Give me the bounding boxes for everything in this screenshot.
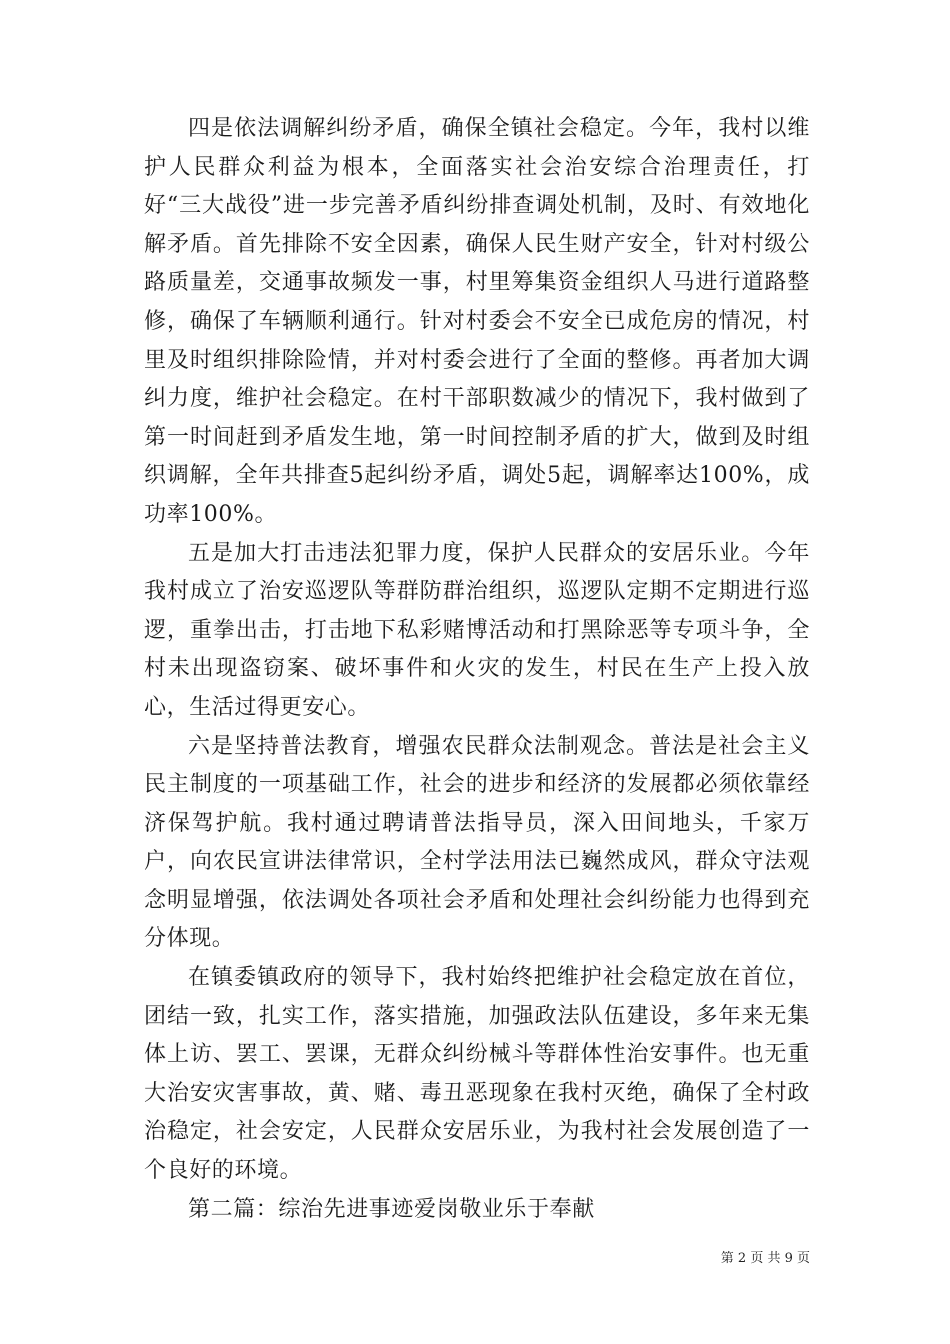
document-body bbox=[144, 110, 810, 1229]
paragraph-dispute-mediation: 四是依法调解纠纷矛盾，确保全镇社会稳定。今年，我村以维护人民群众利益为根本，全面落实社会治安综合治理责任，打好“三大战役”进一步完善矛盾纠纷排查调处机制，及时、有效地化解矛盾。首先排除不安全因素，确保人民生财产安全，针对村级公路质量差，交通事故频发一事，村里筹集资金组织人马进行道路整修，确保了车辆顺利通行。针对村委会不安全已成危房的情况，村里及时组织排除险情，并对村委会进行了全面的整修。再者加大调纠力度，维护社会稳定。在村干部职数减少的情况下，我村做到了第一时间赶到矛盾发生地，第一时间控制矛盾的扩大，做到及时组织调解，全年共排查5起纠纷矛盾，调处5起，调解率达100%，成功率100%。 bbox=[144, 116, 810, 527]
paragraph-legal-education: 六是坚持普法教育，增强农民群众法制观念。普法是社会主义民主制度的一项基础工作，社会的进步和经济的发展都必须依靠经济保驾护航。我村通过聘请普法指导员，深入田间地头，千家万户，向农民宣讲法律常识，全村学法用法已巍然成风，群众守法观念明显增强，依法调处各项社会矛盾和处理社会纠纷能力也得到充分体现。 bbox=[144, 733, 810, 952]
page-number-footer: 第 2 页 共 9 页 bbox=[720, 1251, 810, 1266]
section-heading: 第二篇：综治先进事迹爱岗敬业乐于奉献 bbox=[188, 1196, 595, 1222]
paragraph-crime-crackdown: 五是加大打击违法犯罪力度，保护人民群众的安居乐业。今年我村成立了治安巡逻队等群防群治组织，巡逻队定期不定期进行巡逻，重拳出击，打击地下私彩赌博活动和打黑除恶等专项斗争，全村未出现盗窃案、破坏事件和火灾的发生，村民在生产上投入放心，生活过得更安心。 bbox=[144, 540, 810, 720]
paragraph-summary: 在镇委镇政府的领导下，我村始终把维护社会稳定放在首位，团结一致，扎实工作，落实措施，加强政法队伍建设，多年来无集体上访、罢工、罢课，无群众纠纷械斗等群体性治安事件。也无重大治安灾害事故，黄、赌、毒丑恶现象在我村灭绝，确保了全村政治稳定，社会安定，人民群众安居乐业，为我村社会发展创造了一个良好的环境。 bbox=[144, 965, 810, 1184]
